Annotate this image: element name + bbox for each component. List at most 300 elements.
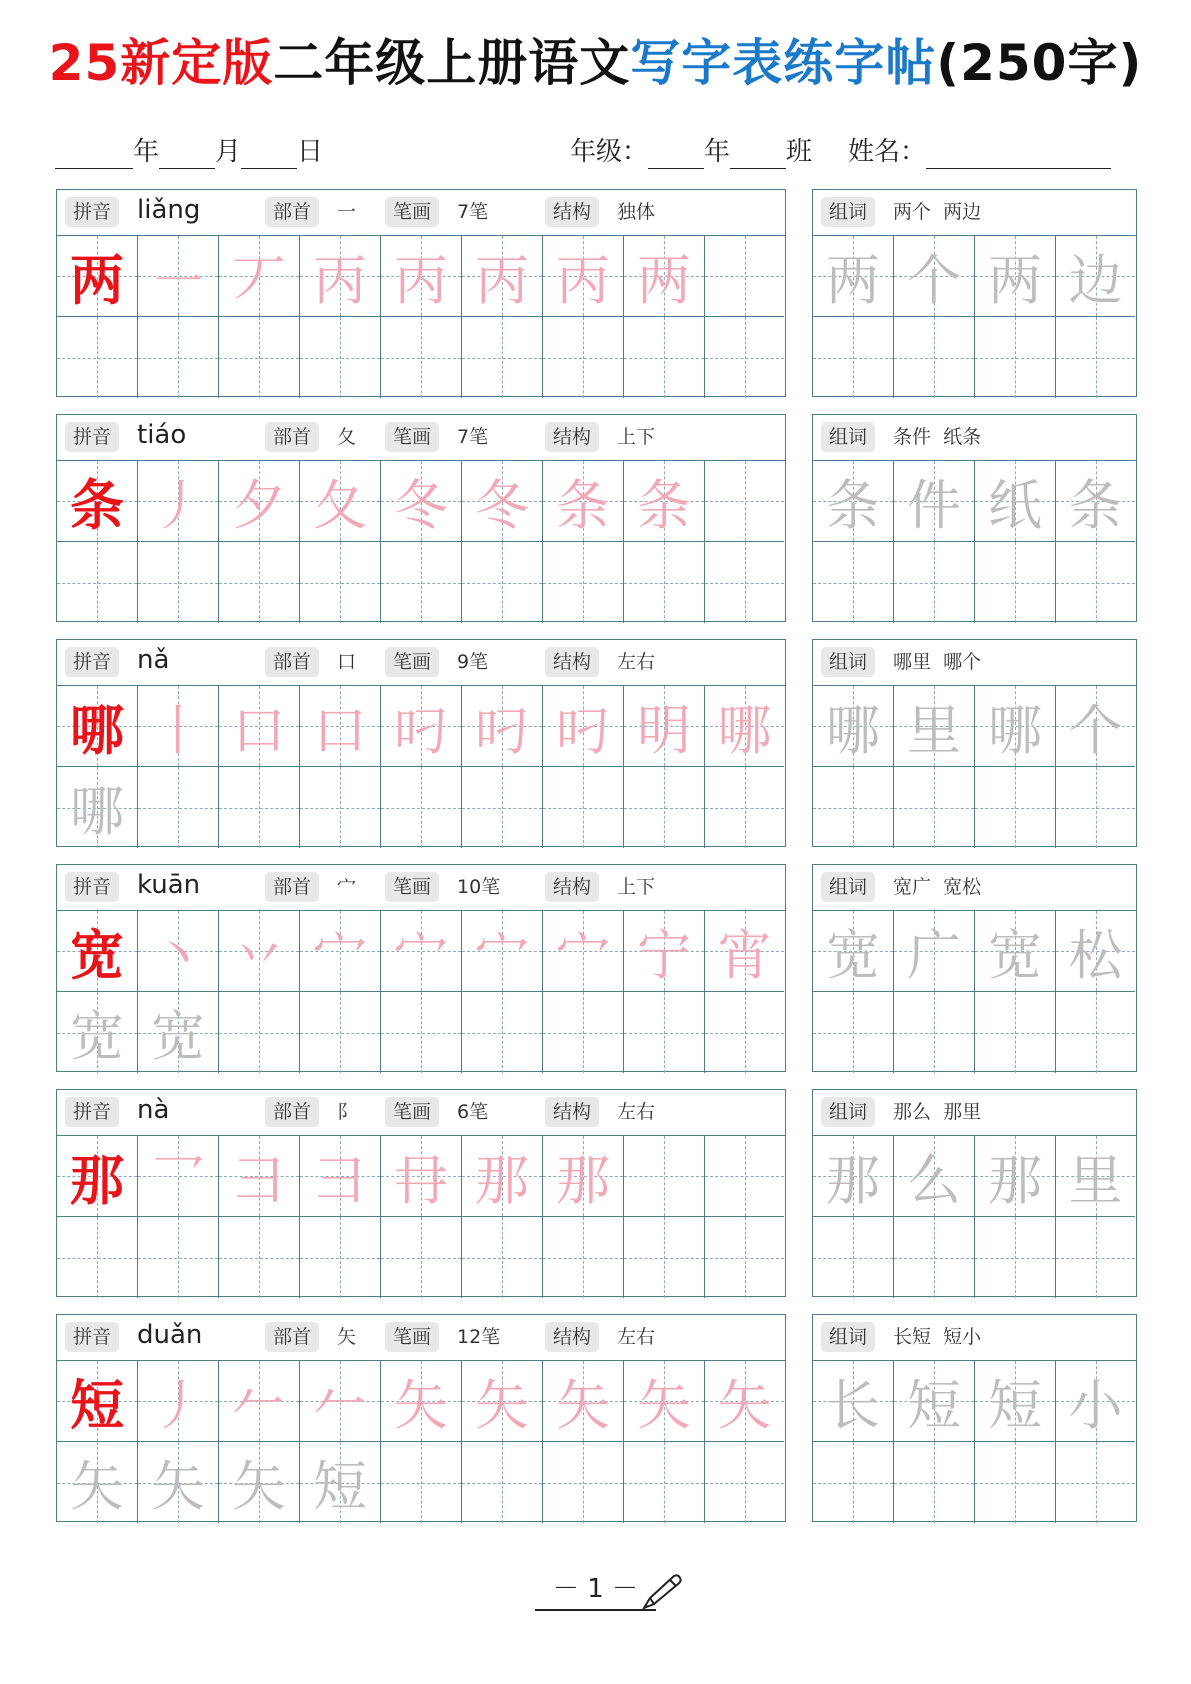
writing-cell[interactable] — [543, 1442, 624, 1523]
char-practice-box — [56, 639, 786, 847]
word-writing-cell[interactable] — [975, 1136, 1056, 1217]
writing-cell[interactable] — [138, 911, 219, 992]
writing-cell[interactable] — [219, 911, 300, 992]
writing-cell[interactable] — [462, 686, 543, 767]
stroke-order-step: 𠂉 — [232, 1373, 286, 1437]
stroke-order-step: 丿 — [151, 473, 205, 537]
word-writing-cell[interactable] — [975, 461, 1056, 542]
writing-cell[interactable] — [705, 317, 784, 398]
writing-cell[interactable] — [462, 911, 543, 992]
writing-cell[interactable] — [624, 992, 705, 1073]
writing-cell[interactable] — [300, 236, 381, 317]
writing-cell[interactable] — [57, 236, 138, 317]
stroke-order-step: 冬 — [394, 473, 448, 537]
pinyin-label: 拼音 — [65, 422, 119, 452]
words-label: 组词 — [821, 872, 875, 902]
trace-character: 矢 — [232, 1455, 286, 1518]
char-info-header — [57, 865, 785, 911]
word-writing-cell[interactable] — [1056, 1361, 1135, 1442]
word-writing-cell[interactable] — [894, 317, 975, 398]
word-writing-cell[interactable] — [1056, 686, 1135, 767]
stroke-order-step: 丨 — [151, 698, 205, 762]
writing-cell[interactable] — [300, 542, 381, 623]
word-header — [813, 640, 1136, 686]
grade-blank[interactable] — [648, 138, 704, 169]
strokes-label: 笔画 — [385, 197, 439, 227]
stroke-order-step: 叼 — [394, 698, 448, 762]
date-line: 年 月 日 — [55, 135, 323, 169]
year-blank[interactable] — [55, 138, 133, 169]
word-writing-cell[interactable] — [1056, 911, 1135, 992]
writing-cell[interactable] — [300, 1361, 381, 1442]
writing-cell[interactable] — [300, 911, 381, 992]
char-info-header — [57, 415, 785, 461]
writing-cell[interactable] — [381, 542, 462, 623]
writing-cell[interactable] — [624, 236, 705, 317]
word-writing-cell[interactable] — [894, 911, 975, 992]
writing-cell[interactable] — [381, 461, 462, 542]
words-label: 组词 — [821, 197, 875, 227]
stroke-order-step: 彐 — [232, 1148, 286, 1212]
writing-cell[interactable] — [462, 767, 543, 848]
word-writing-cell[interactable] — [975, 911, 1056, 992]
writing-cell[interactable] — [219, 1442, 300, 1523]
writing-cell[interactable] — [57, 1442, 138, 1523]
word-trace-character: 条 — [1068, 473, 1123, 537]
writing-cell[interactable] — [543, 317, 624, 398]
stroke-order-step: 丆 — [232, 248, 286, 312]
writing-cell[interactable] — [219, 1217, 300, 1298]
words-value: 两个 两边 — [893, 201, 982, 223]
structure-label: 结构 — [545, 647, 599, 677]
word-writing-cell[interactable] — [1056, 1217, 1135, 1298]
stroke-order-step: 宀 — [313, 923, 367, 987]
strokes-value: 6笔 — [457, 1101, 489, 1123]
strokes-value: 10笔 — [457, 876, 501, 898]
writing-cell[interactable] — [138, 1361, 219, 1442]
radical-label: 部首 — [265, 197, 319, 227]
structure-value: 独体 — [617, 201, 656, 223]
structure-value: 上下 — [617, 876, 656, 898]
writing-cell[interactable] — [705, 1442, 784, 1523]
word-writing-cell[interactable] — [813, 542, 894, 623]
strokes-label: 笔画 — [385, 647, 439, 677]
pinyin-value: liǎng — [137, 195, 201, 225]
word-header — [813, 415, 1136, 461]
word-writing-cell[interactable] — [894, 992, 975, 1073]
writing-cell[interactable] — [381, 992, 462, 1073]
word-trace-character: 纸 — [988, 473, 1042, 537]
stroke-order-step: 丷 — [232, 923, 286, 987]
writing-cell[interactable] — [543, 767, 624, 848]
writing-cell[interactable] — [138, 236, 219, 317]
writing-cell[interactable] — [705, 1217, 784, 1298]
writing-cell[interactable] — [381, 317, 462, 398]
writing-cell[interactable] — [57, 542, 138, 623]
word-writing-cell[interactable] — [894, 767, 975, 848]
stroke-order-step: 叼 — [475, 698, 529, 762]
words-value: 哪里 哪个 — [893, 651, 982, 673]
stroke-order-step: 哪 — [717, 698, 772, 762]
word-writing-cell[interactable] — [894, 1217, 975, 1298]
word-practice-box — [812, 414, 1137, 622]
stroke-order-step: 宀 — [394, 923, 448, 987]
writing-cell[interactable] — [705, 1361, 784, 1442]
writing-cell[interactable] — [57, 911, 138, 992]
stroke-order-step: 矢 — [717, 1373, 772, 1437]
word-writing-cell[interactable] — [1056, 236, 1135, 317]
radical-value: 口 — [337, 651, 357, 673]
stroke-order-step: 夕 — [232, 473, 286, 537]
model-character: 条 — [70, 472, 124, 537]
stroke-order-step: 𠂉 — [313, 1373, 367, 1437]
char-info-header — [57, 190, 785, 236]
word-writing-cell[interactable] — [1056, 1136, 1135, 1217]
stroke-order-step: 宀 — [556, 923, 610, 987]
word-writing-cell[interactable] — [813, 236, 894, 317]
word-writing-cell[interactable] — [813, 317, 894, 398]
stroke-order-step: 冄 — [394, 1148, 448, 1212]
writing-cell[interactable] — [138, 461, 219, 542]
writing-cell[interactable] — [219, 992, 300, 1073]
pinyin-value: duǎn — [137, 1320, 203, 1350]
char-practice-box — [56, 189, 786, 397]
word-writing-cell[interactable] — [813, 1361, 894, 1442]
writing-cell[interactable] — [138, 1217, 219, 1298]
word-trace-character: 件 — [907, 473, 961, 537]
word-writing-cell[interactable] — [894, 236, 975, 317]
word-writing-cell[interactable] — [1056, 461, 1135, 542]
writing-cell[interactable] — [300, 686, 381, 767]
writing-cell[interactable] — [57, 461, 138, 542]
writing-cell[interactable] — [219, 461, 300, 542]
word-writing-cell[interactable] — [975, 542, 1056, 623]
char-info-header — [57, 1315, 785, 1361]
char-practice-box — [56, 414, 786, 622]
model-character: 两 — [70, 247, 124, 312]
name-blank[interactable] — [926, 138, 1111, 169]
words-label: 组词 — [821, 422, 875, 452]
writing-cell[interactable] — [57, 317, 138, 398]
word-writing-cell[interactable] — [975, 1442, 1056, 1523]
writing-cell[interactable] — [300, 461, 381, 542]
writing-cell[interactable] — [462, 992, 543, 1073]
writing-cell[interactable] — [300, 992, 381, 1073]
char-practice-box — [56, 864, 786, 1072]
radical-label: 部首 — [265, 647, 319, 677]
writing-cell[interactable] — [705, 1136, 784, 1217]
trace-character: 矢 — [70, 1455, 124, 1518]
writing-cell[interactable] — [624, 461, 705, 542]
word-header — [813, 865, 1136, 911]
writing-cell[interactable] — [705, 911, 784, 992]
writing-cell[interactable] — [624, 317, 705, 398]
pinyin-label: 拼音 — [65, 1097, 119, 1127]
writing-cell[interactable] — [462, 542, 543, 623]
writing-cell[interactable] — [624, 911, 705, 992]
writing-cell[interactable] — [462, 1217, 543, 1298]
word-writing-cell[interactable] — [894, 461, 975, 542]
writing-cell[interactable] — [462, 1361, 543, 1442]
writing-cell[interactable] — [462, 317, 543, 398]
word-practice-box — [812, 1089, 1137, 1297]
writing-cell[interactable] — [624, 542, 705, 623]
strokes-label: 笔画 — [385, 422, 439, 452]
stroke-order-step: 宁 — [637, 923, 691, 987]
model-character: 宽 — [70, 922, 124, 987]
writing-cell[interactable] — [543, 236, 624, 317]
writing-cell[interactable] — [543, 1136, 624, 1217]
strokes-value: 7笔 — [457, 426, 489, 448]
pinyin-label: 拼音 — [65, 647, 119, 677]
writing-cell[interactable] — [381, 236, 462, 317]
writing-cell[interactable] — [705, 686, 784, 767]
writing-cell[interactable] — [624, 767, 705, 848]
stroke-order-step: 条 — [637, 473, 691, 537]
stroke-order-step: 冬 — [475, 473, 529, 537]
structure-label: 结构 — [545, 1322, 599, 1352]
structure-label: 结构 — [545, 197, 599, 227]
word-trace-character: 两 — [826, 248, 880, 312]
stroke-order-step: 矢 — [637, 1373, 691, 1437]
writing-cell[interactable] — [705, 236, 784, 317]
word-writing-cell[interactable] — [1056, 317, 1135, 398]
word-trace-character: 么 — [907, 1148, 961, 1212]
word-trace-character: 宽 — [988, 923, 1042, 987]
writing-cell[interactable] — [624, 1217, 705, 1298]
writing-cell[interactable] — [543, 1361, 624, 1442]
char-practice-box — [56, 1314, 786, 1522]
structure-value: 左右 — [617, 651, 656, 673]
writing-cell[interactable] — [138, 686, 219, 767]
word-writing-cell[interactable] — [975, 1361, 1056, 1442]
writing-cell[interactable] — [219, 1136, 300, 1217]
writing-cell[interactable] — [462, 1136, 543, 1217]
word-trace-character: 边 — [1068, 248, 1123, 312]
writing-cell[interactable] — [462, 461, 543, 542]
word-trace-character: 里 — [1068, 1148, 1123, 1212]
word-writing-cell[interactable] — [813, 992, 894, 1073]
class-blank[interactable] — [730, 138, 786, 169]
word-writing-cell[interactable] — [894, 542, 975, 623]
word-header — [813, 1090, 1136, 1136]
stroke-order-step: 那 — [475, 1148, 529, 1212]
char-practice-box — [56, 1089, 786, 1297]
month-blank[interactable] — [159, 138, 215, 169]
structure-label: 结构 — [545, 872, 599, 902]
word-trace-character: 那 — [988, 1148, 1042, 1212]
stroke-order-step: 叼 — [556, 698, 610, 762]
writing-cell[interactable] — [381, 1217, 462, 1298]
word-trace-character: 那 — [826, 1148, 880, 1212]
word-writing-cell[interactable] — [975, 236, 1056, 317]
stroke-order-step: 乛 — [151, 1148, 205, 1212]
writing-cell[interactable] — [381, 1136, 462, 1217]
writing-cell[interactable] — [57, 1136, 138, 1217]
pinyin-value: nǎ — [137, 645, 170, 675]
stroke-order-step: ㇐ — [151, 248, 205, 312]
writing-cell[interactable] — [381, 911, 462, 992]
stroke-order-step: 明 — [637, 698, 691, 762]
writing-cell[interactable] — [381, 686, 462, 767]
word-writing-cell[interactable] — [975, 992, 1056, 1073]
model-character: 哪 — [70, 697, 124, 762]
strokes-label: 笔画 — [385, 1322, 439, 1352]
word-writing-cell[interactable] — [1056, 1442, 1135, 1523]
word-trace-character: 短 — [988, 1373, 1042, 1437]
writing-cell[interactable] — [138, 1442, 219, 1523]
trace-character: 宽 — [151, 1005, 205, 1068]
radical-value: 矢 — [337, 1326, 357, 1348]
writing-cell[interactable] — [462, 1442, 543, 1523]
day-blank[interactable] — [241, 138, 297, 169]
stroke-order-step: 丶 — [151, 923, 205, 987]
pinyin-value: tiáo — [137, 420, 187, 450]
writing-cell[interactable] — [57, 686, 138, 767]
word-writing-cell[interactable] — [1056, 542, 1135, 623]
word-writing-cell[interactable] — [894, 1361, 975, 1442]
word-trace-character: 松 — [1068, 923, 1123, 987]
stroke-order-step: 夂 — [313, 473, 367, 537]
writing-cell[interactable] — [705, 767, 784, 848]
radical-label: 部首 — [265, 1322, 319, 1352]
writing-cell[interactable] — [543, 461, 624, 542]
strokes-value: 7笔 — [457, 201, 489, 223]
word-trace-character: 里 — [907, 698, 961, 762]
stroke-order-step: 条 — [556, 473, 610, 537]
word-practice-box — [812, 639, 1137, 847]
word-writing-cell[interactable] — [813, 461, 894, 542]
word-writing-cell[interactable] — [813, 686, 894, 767]
word-writing-cell[interactable] — [894, 1442, 975, 1523]
writing-cell[interactable] — [138, 542, 219, 623]
words-value: 宽广 宽松 — [893, 876, 982, 898]
writing-cell[interactable] — [57, 1217, 138, 1298]
writing-cell[interactable] — [138, 992, 219, 1073]
stroke-order-step: 口 — [232, 698, 286, 762]
writing-cell[interactable] — [624, 1136, 705, 1217]
char-info-header — [57, 1090, 785, 1136]
writing-cell[interactable] — [381, 1361, 462, 1442]
stroke-order-step: 那 — [556, 1148, 610, 1212]
writing-cell[interactable] — [300, 1217, 381, 1298]
writing-cell[interactable] — [57, 992, 138, 1073]
stroke-order-step: 丿 — [151, 1373, 205, 1437]
strokes-label: 笔画 — [385, 1097, 439, 1127]
word-practice-box — [812, 189, 1137, 397]
writing-cell[interactable] — [219, 686, 300, 767]
stroke-order-step: 宵 — [717, 923, 772, 987]
writing-cell[interactable] — [300, 1136, 381, 1217]
words-value: 那么 那里 — [893, 1101, 982, 1123]
writing-cell[interactable] — [57, 767, 138, 848]
stroke-order-step: 丙 — [313, 248, 367, 312]
stroke-order-step: 彐 — [313, 1148, 367, 1212]
writing-cell[interactable] — [138, 317, 219, 398]
writing-cell[interactable] — [138, 1136, 219, 1217]
word-trace-character: 宽 — [826, 923, 880, 987]
word-trace-character: 条 — [826, 473, 880, 537]
writing-cell[interactable] — [705, 992, 784, 1073]
writing-cell[interactable] — [543, 992, 624, 1073]
writing-cell[interactable] — [300, 1442, 381, 1523]
word-writing-cell[interactable] — [975, 1217, 1056, 1298]
strokes-value: 12笔 — [457, 1326, 501, 1348]
word-trace-character: 哪 — [988, 698, 1042, 762]
word-writing-cell[interactable] — [813, 1442, 894, 1523]
word-writing-cell[interactable] — [894, 686, 975, 767]
page-footer — [0, 1568, 1191, 1611]
pinyin-label: 拼音 — [65, 1322, 119, 1352]
word-writing-cell[interactable] — [813, 911, 894, 992]
trace-character: 矢 — [151, 1455, 205, 1518]
writing-cell[interactable] — [543, 911, 624, 992]
radical-label: 部首 — [265, 872, 319, 902]
word-writing-cell[interactable] — [813, 767, 894, 848]
word-writing-cell[interactable] — [813, 1217, 894, 1298]
stroke-order-step: 两 — [637, 248, 691, 312]
trace-character: 哪 — [70, 780, 124, 843]
writing-cell[interactable] — [381, 767, 462, 848]
writing-cell[interactable] — [543, 542, 624, 623]
word-writing-cell[interactable] — [975, 317, 1056, 398]
stroke-order-step: 矢 — [556, 1373, 610, 1437]
model-character: 短 — [70, 1372, 124, 1437]
writing-cell[interactable] — [462, 236, 543, 317]
writing-cell[interactable] — [624, 1442, 705, 1523]
writing-cell[interactable] — [624, 1361, 705, 1442]
stroke-order-step: 丙 — [475, 248, 529, 312]
stroke-order-step: 矢 — [394, 1373, 448, 1437]
writing-cell[interactable] — [543, 686, 624, 767]
stroke-order-step: 丙 — [394, 248, 448, 312]
writing-cell[interactable] — [219, 1361, 300, 1442]
structure-label: 结构 — [545, 1097, 599, 1127]
writing-cell[interactable] — [705, 542, 784, 623]
word-trace-character: 长 — [826, 1373, 880, 1437]
word-writing-cell[interactable] — [975, 686, 1056, 767]
word-writing-cell[interactable] — [975, 767, 1056, 848]
stroke-order-step: 丙 — [556, 248, 610, 312]
stroke-order-step: 口 — [313, 698, 367, 762]
word-writing-cell[interactable] — [813, 1136, 894, 1217]
pinyin-label: 拼音 — [65, 197, 119, 227]
stroke-order-step: 宀 — [475, 923, 529, 987]
word-writing-cell[interactable] — [1056, 992, 1135, 1073]
writing-cell[interactable] — [219, 542, 300, 623]
writing-cell[interactable] — [300, 317, 381, 398]
writing-cell[interactable] — [138, 767, 219, 848]
model-character: 那 — [70, 1147, 124, 1212]
word-trace-character: 两 — [988, 248, 1042, 312]
word-trace-character: 小 — [1068, 1373, 1123, 1437]
page-number: － 1 － — [535, 1568, 656, 1611]
word-writing-cell[interactable] — [894, 1136, 975, 1217]
writing-cell[interactable] — [219, 317, 300, 398]
strokes-label: 笔画 — [385, 872, 439, 902]
writing-cell[interactable] — [57, 1361, 138, 1442]
writing-cell[interactable] — [219, 236, 300, 317]
writing-cell[interactable] — [381, 1442, 462, 1523]
word-trace-character: 广 — [907, 923, 961, 987]
page-title: 25新定版二年级上册语文写字表练字帖(250字) — [48, 34, 1143, 92]
word-writing-cell[interactable] — [1056, 767, 1135, 848]
writing-cell[interactable] — [219, 767, 300, 848]
writing-cell[interactable] — [543, 1217, 624, 1298]
writing-cell[interactable] — [624, 686, 705, 767]
writing-cell[interactable] — [705, 461, 784, 542]
writing-cell[interactable] — [300, 767, 381, 848]
